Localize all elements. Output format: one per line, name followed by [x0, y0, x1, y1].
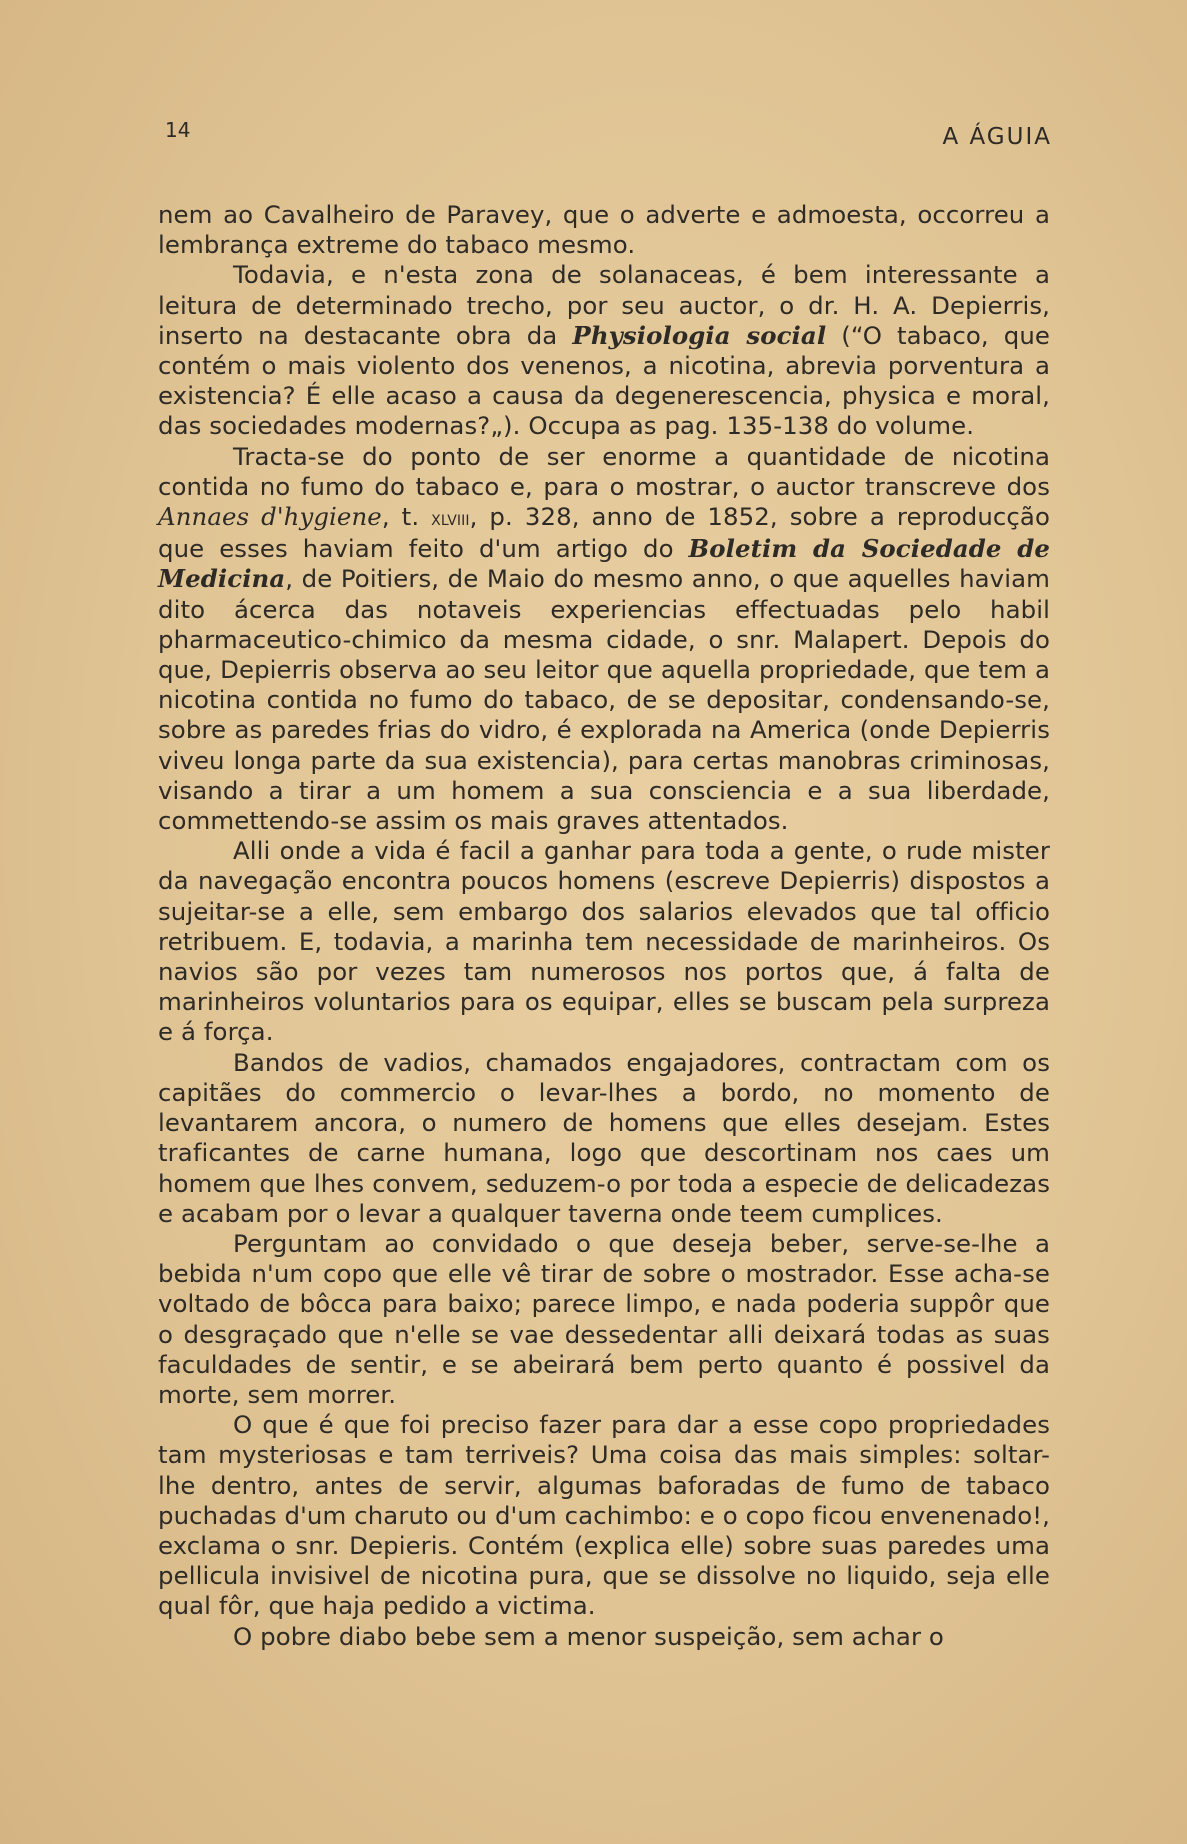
work-title-physiologia: Physiologia social	[572, 320, 827, 350]
page-number: 14	[165, 118, 191, 142]
body-text	[158, 200, 1050, 1652]
volume-numeral: xlviii	[431, 507, 470, 531]
paragraph-1: nem ao Cavalheiro de Paravey, que o adverte e admoesta, occorreu a lembrança extreme do tabaco mesmo.	[158, 200, 1050, 260]
work-title-annaes: Annaes d'hygiene	[158, 502, 382, 532]
paragraph-2: Todavia, e n'esta zona de solanaceas, é bem interessante a leitura de determinado trecho, por seu auctor, o dr. H. A. Depierris, inserto na destacante obra da Physiologia social (“O tabaco, que contém o mais violento dos venenos, a nicotina, abrevia porventura a existencia? É elle acaso a causa da degenerescencia, physica e moral, das sociedades modernas?„). Occupa as pag. 135-138 do volume.	[158, 260, 1051, 441]
paragraph-4: Alli onde a vida é facil a ganhar para toda a gente, o rude mister da navegação encontra poucos homens (escreve Depierris) dispostos a sujeitar-se a elle, sem embargo dos salarios elevados que tal officio retribuem. E, todavia, a marinha tem necessidade de marinheiros. Os navios são por vezes tam numerosos nos portos que, á falta de marinheiros voluntarios para os equipar, elles se buscam pela surpreza e á força.	[158, 836, 1050, 1047]
paragraph-5: Bandos de vadios, chamados engajadores, contractam com os capitães do commercio o levar-lhes a bordo, no momento de levantarem ancora, o numero de homens que elles desejam. Estes traficantes de carne humana, logo que descortinam nos caes um homem que lhes convem, seduzem-o por toda a especie de delicadezas e acabam por o levar a qualquer taverna onde teem cumplices.	[158, 1047, 1050, 1228]
running-head	[165, 118, 1052, 158]
journal-title: A ÁGUIA	[942, 124, 1052, 150]
paragraph-3: Tracta-se do ponto de ser enorme a quantidade de nicotina contida no fumo do tabaco e, para o mostrar, o auctor transcreve dos Annaes d'hygiene, t. xlviii, p. 328, anno de 1852, sobre a reproducção que esses haviam feito d'um artigo do Boletim da Sociedade de Medicina, de Poitiers, de Maio do mesmo anno, o que aquelles haviam dito ácerca das notaveis experiencias effectuadas pelo habil pharmaceutico-chimico da mesma cidade, o snr. Malapert. Depois do que, Depierris observa ao seu leitor que aquella propriedade, que tem a nicotina contida no fumo do tabaco, de se depositar, condensando-se, sobre as paredes frias do vidro, é explorada na America (onde Depierris viveu longa parte da sua existencia), para certas manobras criminosas, visando a tirar a um homem a sua consciencia e a sua liberdade, commettendo-se assim os mais graves attentados.	[158, 441, 1050, 836]
paragraph-8: O pobre diabo bebe sem a menor suspeição, sem achar o	[233, 1621, 944, 1651]
work-title-boletim: Boletim da Sociedade de Medicina	[158, 534, 1050, 594]
paragraph-7: O que é que foi preciso fazer para dar a esse copo propriedades tam mysteriosas e tam terriveis? Uma coisa das mais simples: soltar-lhe dentro, antes de servir, algumas baforadas de fumo de tabaco puchadas d'um charuto ou d'um cachimbo: e o copo ficou envenenado!, exclama o snr. Depieris. Contém (explica elle) sobre suas paredes uma pellicula invisivel de nicotina pura, que se dissolve no liquido, seja elle qual fôr, que haja pedido a victima.	[158, 1410, 1051, 1621]
paragraph-6: Perguntam ao convidado o que deseja beber, serve-se-lhe a bebida n'um copo que elle vê tirar de sobre o mostrador. Esse acha-se voltado de bôcca para baixo; parece limpo, e nada poderia suppôr que o desgraçado que n'elle se vae dessedentar alli deixará todas as suas faculdades de sentir, e se abeirará bem perto quanto é possivel da morte, sem morrer.	[158, 1228, 1050, 1409]
